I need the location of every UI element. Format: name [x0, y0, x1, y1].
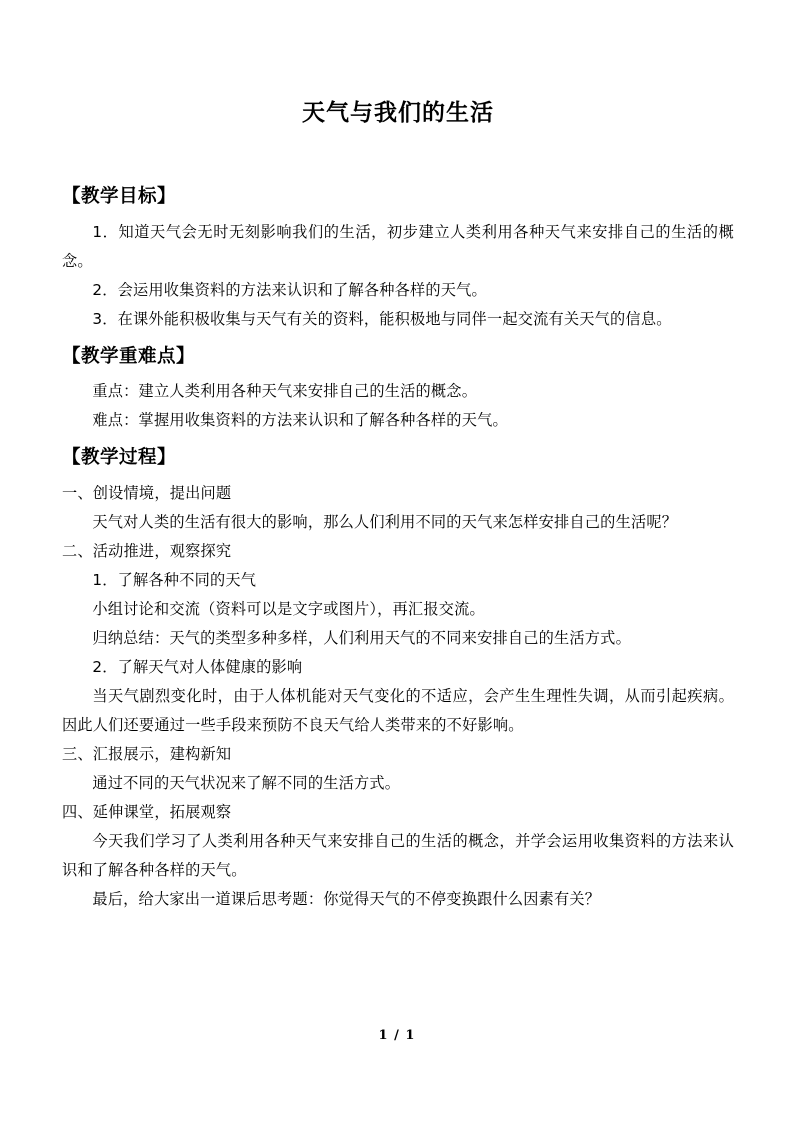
process-step-2-paragraph-2: 小组讨论和交流（资料可以是文字或图片），再汇报交流。: [92, 599, 485, 618]
objective-item-3: 3．在课外能积极收集与天气有关的资料，能积极地与同伴一起交流有关天气的信息。: [92, 309, 672, 328]
page-title: 天气与我们的生活: [302, 99, 494, 126]
process-step-4-paragraph-2: 最后，给大家出一道课后思考题：你觉得天气的不停变换跟什么因素有关？: [92, 889, 601, 908]
process-step-3-title: 三、汇报展示，建构新知: [62, 744, 232, 763]
process-step-2-title: 二、活动推进，观察探究: [62, 541, 232, 560]
title-spacer: [62, 128, 734, 183]
process-step-3-paragraph-1: 通过不同的天气状况来了解不同的生活方式。: [92, 773, 401, 792]
section-heading-process: 【教学过程】: [62, 447, 177, 469]
process-step-1-title: 一、创设情境，提出问题: [62, 483, 232, 502]
section-gap: [62, 334, 734, 343]
process-step-2-paragraph-3: 归纳总结：天气的类型多种多样，人们利用天气的不同来安排自己的生活方式。: [92, 628, 631, 647]
objective-item-1: 1．知道天气会无时无刻影响我们的生活，初步建立人类利用各种天气来安排自己的生活的概念。: [62, 222, 734, 270]
section-heading-objectives: 【教学目标】: [62, 185, 177, 207]
objective-item-2: 2．会运用收集资料的方法来认识和了解各种各样的天气。: [92, 280, 487, 299]
document-body: [62, 0, 734, 914]
section-heading-key-points: 【教学重难点】: [62, 345, 196, 367]
section-gap: [62, 435, 734, 444]
process-step-2-paragraph-4: 2．了解天气对人体健康的影响: [92, 657, 303, 676]
process-step-1-paragraph-1: 天气对人类的生活有很大的影响，那么人们利用不同的天气来怎样安排自己的生活呢？: [92, 512, 678, 531]
process-step-2-paragraph-5: 当天气剧烈变化时，由于人体机能对天气变化的不适应，会产生生理性失调，从而引起疾病。因此人们还要通过一些手段来预防不良天气给人类带来的不好影响。: [62, 686, 734, 734]
key-point-difficult: 难点：掌握用收集资料的方法来认识和了解各种各样的天气。: [92, 411, 508, 430]
key-point-important: 重点：建立人类利用各种天气来安排自己的生活的概念。: [92, 382, 478, 401]
process-step-4-paragraph-1: 今天我们学习了人类利用各种天气来安排自己的生活的概念，并学会运用收集资料的方法来认识和了解各种各样的天气。: [62, 831, 734, 879]
process-step-2-paragraph-1: 1．了解各种不同的天气: [92, 570, 257, 589]
page-number-footer: 1 / 1: [378, 1028, 416, 1043]
process-step-4-title: 四、延伸课堂，拓展观察: [62, 802, 232, 821]
